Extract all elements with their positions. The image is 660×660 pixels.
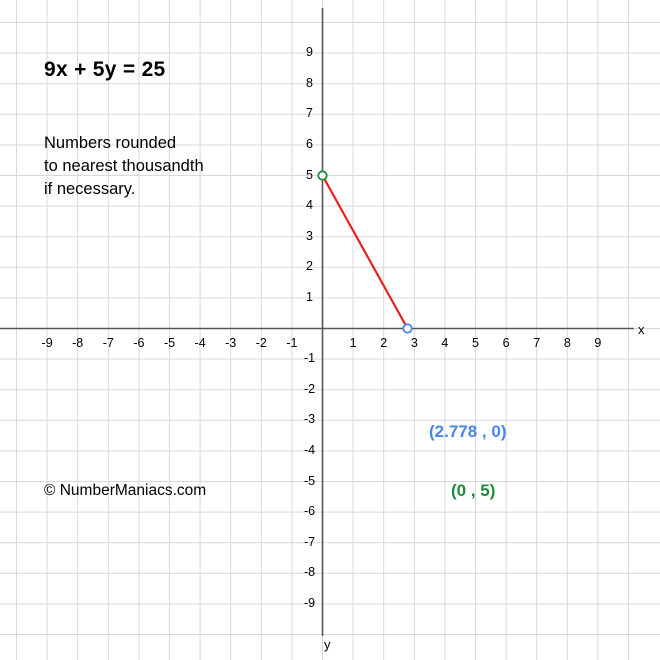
y-tick--4: -4	[303, 442, 316, 457]
x-tick--9: -9	[41, 335, 53, 350]
y-tick--1: -1	[303, 351, 316, 366]
y-tick-3: 3	[306, 228, 313, 243]
y-tick--6: -6	[303, 504, 316, 519]
x-tick--1: -1	[286, 335, 298, 350]
x-tick-9: 9	[594, 335, 602, 350]
y-tick-8: 8	[306, 75, 313, 90]
note-line-2: to nearest thousandth	[44, 157, 204, 175]
x-tick--3: -3	[225, 335, 237, 350]
x-tick-1: 1	[349, 335, 357, 350]
x-axis-label: x	[638, 322, 645, 337]
note-line-3: if necessary.	[44, 180, 136, 198]
y-tick-4: 4	[306, 198, 313, 213]
y-tick-6: 6	[306, 136, 313, 151]
y-tick--3: -3	[303, 412, 316, 427]
line-series	[323, 176, 408, 329]
equation-title: 9x + 5y = 25	[44, 58, 166, 81]
x-tick--2: -2	[255, 335, 267, 350]
x-tick--7: -7	[102, 335, 114, 350]
x-tick-5: 5	[472, 335, 479, 350]
x-intercept-label: (2.778 , 0)	[429, 422, 507, 441]
y-tick-7: 7	[306, 106, 313, 121]
y-axis-label: y	[324, 637, 331, 652]
y-tick-9: 9	[306, 45, 313, 60]
y-tick-2: 2	[306, 259, 313, 274]
y-tick-5: 5	[306, 167, 313, 182]
x-tick--8: -8	[72, 335, 84, 350]
y-tick--9: -9	[303, 595, 316, 610]
y-tick--2: -2	[303, 381, 316, 396]
x-tick-6: 6	[502, 335, 510, 350]
x-tick--4: -4	[194, 335, 206, 350]
y-tick--8: -8	[303, 565, 316, 580]
y-tick-1: 1	[306, 289, 313, 304]
copyright-notice: © NumberManiacs.com	[44, 482, 207, 499]
y-intercept-label: (0 , 5)	[451, 481, 496, 500]
x-tick-4: 4	[441, 335, 449, 350]
x-tick-2: 2	[380, 335, 388, 350]
note-line-1: Numbers rounded	[44, 134, 177, 152]
x-tick--6: -6	[133, 335, 145, 350]
x-tick-3: 3	[410, 335, 418, 350]
x-tick-7: 7	[533, 335, 541, 350]
x-tick-8: 8	[563, 335, 571, 350]
y-tick--5: -5	[303, 473, 316, 488]
x-tick--5: -5	[163, 335, 176, 350]
y-tick--7: -7	[303, 534, 316, 549]
